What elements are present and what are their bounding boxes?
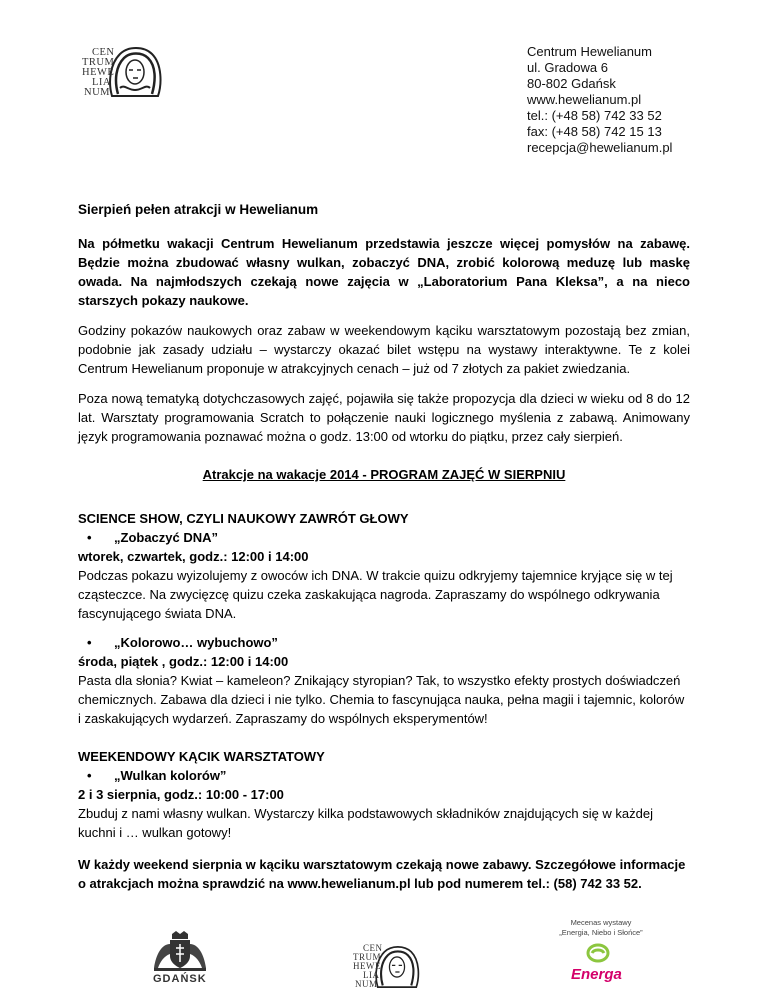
bullet-icon: • (87, 530, 92, 545)
event-schedule: środa, piątek , godz.: 12:00 i 14:00 (78, 654, 289, 669)
event-schedule: 2 i 3 sierpnia, godz.: 10:00 - 17:00 (78, 787, 284, 802)
address-website[interactable]: www.hewelianum.pl (527, 92, 642, 107)
logo-line-3: HEWE (353, 961, 381, 971)
address-org: Centrum Hewelianum (527, 44, 652, 59)
gdansk-logo (150, 930, 210, 974)
hewelianum-logo (78, 44, 168, 100)
hewelianum-logo-footer (345, 942, 425, 992)
closing-paragraph: W każdy weekend sierpnia w kąciku warsztatowym czekają nowe zabawy. Szczegółowe informacje o atrakcjach można sprawdzić na www.hewelianum.pl lub pod numerem tel.: (58) 742 33 52. (78, 857, 686, 891)
address-city: 80-802 Gdańsk (527, 76, 616, 91)
sponsor-line-1: Mecenas wystawy (570, 918, 632, 927)
event-description: Pasta dla słonia? Kwiat – kameleon? Znikający styropian? Tak, to wszystko efekty prostych doświadczeń chemicznych. Zabawa dla dzieci i nie tylko. Chemia to fascynująca nauka, pełna magii i tajemnic, kolorów i zaskakujących wydarzeń. Zapraszamy do wspólnych eksperymentów! (78, 673, 685, 726)
bullet-icon: • (87, 635, 92, 650)
sponsor-caption (541, 918, 661, 938)
article-title: Sierpień pełen atrakcji w Hewelianum (78, 202, 319, 217)
event-schedule: wtorek, czwartek, godz.: 12:00 i 14:00 (78, 549, 309, 564)
science-show-section (78, 509, 690, 623)
logo-line-2: TRUM (82, 57, 115, 68)
event-name: „Kolorowo… wybuchowo” (114, 635, 278, 650)
event-item-wulkan (78, 766, 690, 785)
energa-swirl-icon (586, 943, 610, 963)
program-title: Atrakcje na wakacje 2014 - PROGRAM ZAJĘĆ W SIERPNIU (202, 467, 566, 482)
event-description: Zbuduj z nami własny wulkan. Wystarczy kilka podstawowych składników znajdujących się w każdej kuchni i … wulkan gotowy! (78, 806, 654, 840)
event-name: „Zobaczyć DNA” (114, 530, 219, 545)
logo-line-5: NUM (355, 979, 378, 989)
gdansk-crest-icon (150, 930, 210, 972)
address-fax: fax: (+48 58) 742 15 13 (527, 124, 662, 139)
weekend-section (78, 747, 690, 842)
event-item-dna (78, 528, 690, 547)
event-description: Podczas pokazu wyizolujemy z owoców ich DNA. W trakcie quizu odkryjemy tajemnice kryjące się w tej cząsteczce. Na zwycięzcę quizu czeka zaskakująca nagroda. Zapraszamy do wspólnego odkrywania fascynującego świata DNA. (78, 568, 673, 621)
science-show-heading: SCIENCE SHOW, CZYLI NAUKOWY ZAWRÓT GŁOWY (78, 511, 409, 526)
article-paragraph-1: Godziny pokazów naukowych oraz zabaw w weekendowym kąciku warsztatowym pozostają bez zmian, podobnie jak zasady udziału – wystarczy okazać bilet wstępu na wystawy interaktywne. Te z kolei Centrum Hewelianum proponuje w atrakcyjnych cenach – już od 7 złotych za pakiet zwiedzania. (78, 323, 690, 376)
logo-line-4: LIA (92, 77, 111, 88)
event-name: „Wulkan kolorów” (114, 768, 227, 783)
logo-line-1: CEN (363, 943, 383, 953)
logo-line-2: TRUM (353, 952, 382, 962)
logo-line-4: LIA (363, 970, 380, 980)
address-block (527, 44, 757, 156)
logo-line-5: NUM (84, 87, 111, 98)
article-lead: Na półmetku wakacji Centrum Hewelianum przedstawia jeszcze więcej pomysłów na zabawę. Będzie można zbudować własny wulkan, zobaczyć DNA, zrobić kolorową meduzę lub maskę owada. Na najmłodszych czekają nowe zajęcia w „Laboratorium Pana Kleksa”, a na nieco starszych pokazy naukowe. (78, 236, 690, 308)
logo-line-1: CEN (92, 47, 115, 58)
energa-wordmark: Energa (571, 966, 622, 983)
gdansk-wordmark: GDAŃSK (153, 973, 207, 985)
article-paragraph-2: Poza nową tematyką dotychczasowych zajęć, pojawiła się także propozycja dla dzieci w wieku od 8 do 12 lat. Warsztaty programowania Scratch to połączenie nauki logicznego myślenia z zabawą. Animowany język programowania poznawać można o godz. 13:00 od wtorku do piątku, przez cały sierpień. (78, 391, 690, 444)
science-show-item-2 (78, 633, 690, 728)
address-email[interactable]: recepcja@hewelianum.pl (527, 140, 673, 155)
bullet-icon: • (87, 768, 92, 783)
event-item-kolorowo (78, 633, 690, 652)
address-phone: tel.: (+48 58) 742 33 52 (527, 108, 662, 123)
logo-line-3: HEWE (82, 67, 115, 78)
sponsor-line-2: „Energia, Niebo i Słońce” (559, 928, 643, 937)
weekend-heading: WEEKENDOWY KĄCIK WARSZTATOWY (78, 749, 325, 764)
address-street: ul. Gradowa 6 (527, 60, 608, 75)
